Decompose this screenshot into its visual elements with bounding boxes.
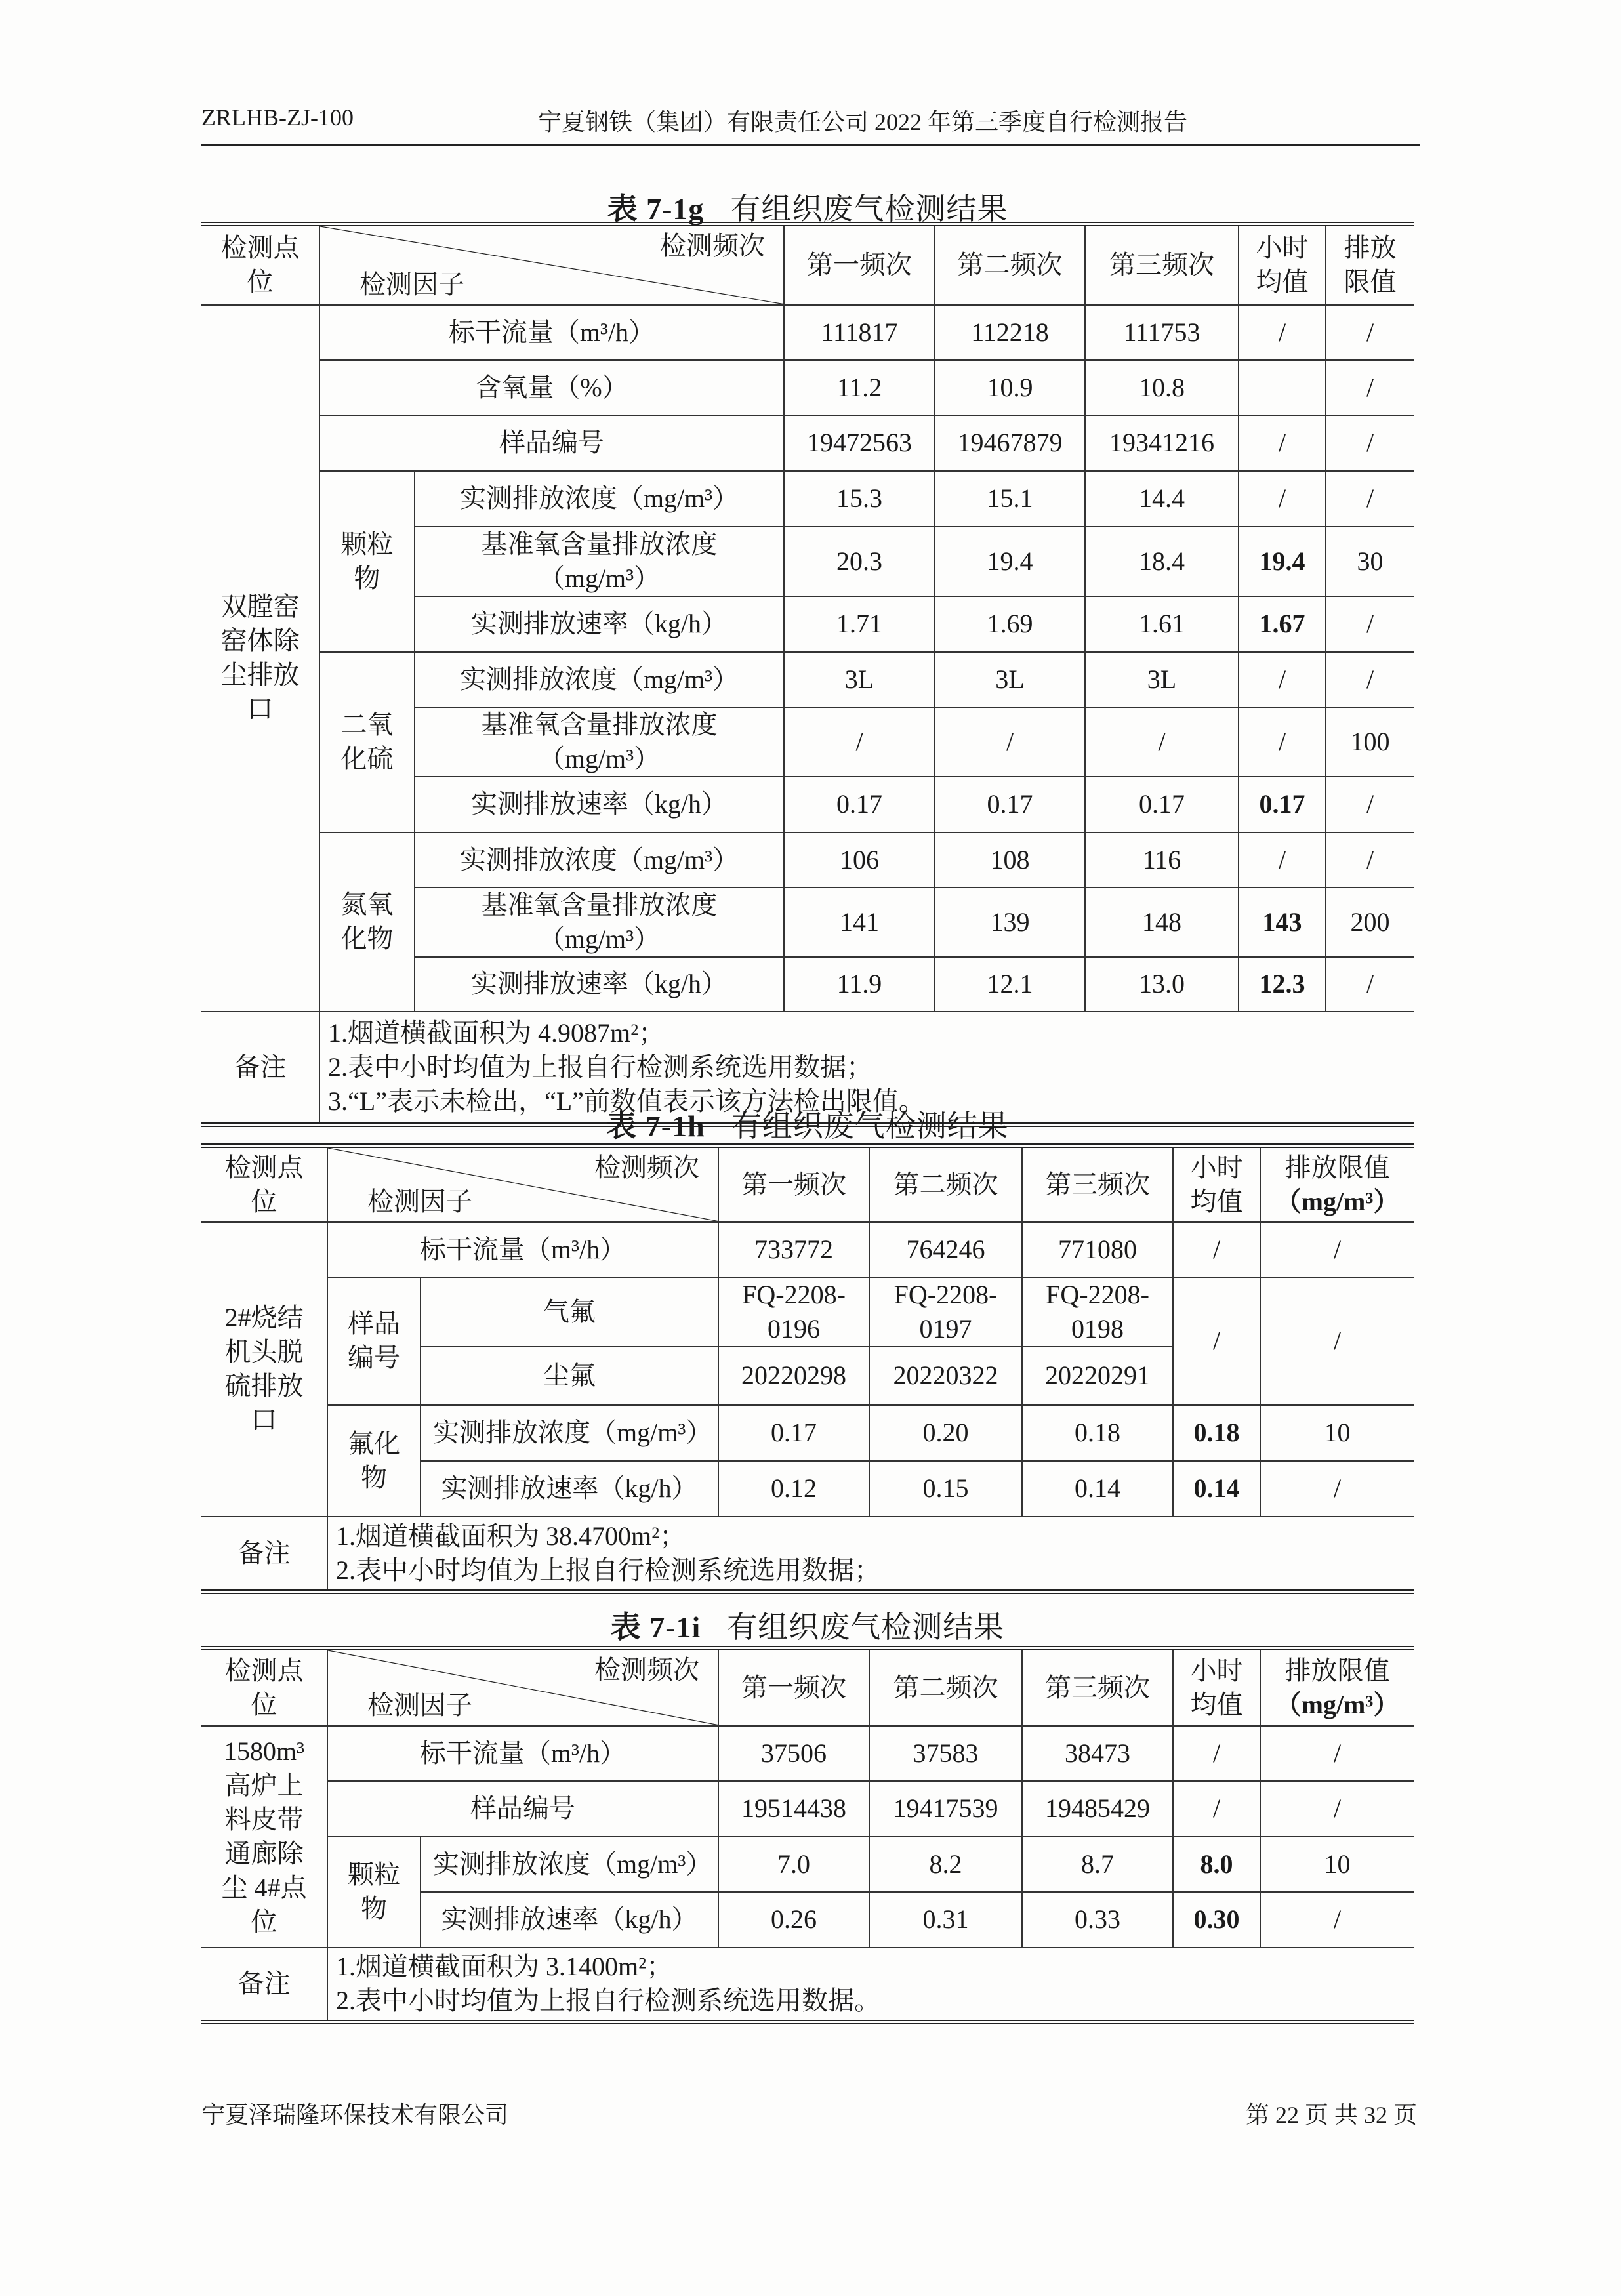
value-cell: 3L	[935, 652, 1085, 707]
header-limit	[1260, 1649, 1414, 1726]
hourly-value: 143	[1239, 888, 1326, 957]
note-line: 1.烟道横截面积为 4.9087m²；	[328, 1017, 665, 1048]
header-point: 检测点位	[201, 1146, 327, 1222]
table-row	[201, 415, 1414, 471]
factor-group: 颗粒物	[327, 1837, 421, 1948]
value-cell: FQ-2208-0196	[718, 1277, 869, 1347]
note-line: 1.烟道横截面积为 3.1400m²；	[336, 1952, 673, 1982]
header-factor: 检测因子	[367, 1186, 472, 1216]
table-name: 有组织废气检测结果	[727, 1610, 1005, 1644]
factor-group: 氮氧化物	[319, 832, 415, 1012]
limit-value: /	[1326, 652, 1414, 707]
hourly-value: /	[1239, 652, 1326, 707]
factor-name: 实测排放浓度（mg/m³）	[415, 471, 784, 527]
header-col: 第一频次	[718, 1146, 869, 1222]
value-cell: /	[784, 707, 935, 777]
factor-name: 气氟	[421, 1277, 718, 1347]
value-cell: 0.17	[1085, 777, 1239, 832]
value-cell: 0.17	[718, 1405, 869, 1461]
document-title: 宁夏钢铁（集团）有限责任公司 2022 年第三季度自行检测报告	[538, 109, 1188, 135]
factor-name: 样品编号	[319, 415, 784, 471]
value-cell: 1.69	[935, 596, 1085, 652]
notes-row	[201, 1948, 1414, 2022]
limit-value: /	[1260, 1892, 1414, 1948]
factor-name: 实测排放浓度（mg/m³）	[421, 1837, 718, 1892]
notes-content	[327, 1517, 1414, 1592]
header-limit-label: 排放限值	[1344, 233, 1397, 297]
factor-group: 样品编号	[327, 1277, 421, 1405]
factor-name: 基准氧含量排放浓度（mg/m³）	[415, 888, 784, 957]
header-hourly: 小时均值	[1239, 224, 1326, 305]
value-cell: 112218	[935, 305, 1085, 360]
hourly-value: /	[1239, 832, 1326, 888]
header-limit	[1326, 224, 1414, 305]
value-cell: /	[1085, 707, 1239, 777]
value-cell: 19467879	[935, 415, 1085, 471]
footer-company: 宁夏泽瑞隆环保技术有限公司	[201, 2102, 509, 2128]
value-cell: 0.14	[1022, 1461, 1173, 1517]
header-limit-label: 排放限值	[1284, 1152, 1390, 1182]
value-cell: 0.15	[869, 1461, 1022, 1517]
table-name: 有组织废气检测结果	[731, 1109, 1009, 1143]
hourly-value: 0.18	[1173, 1405, 1260, 1461]
value-cell: 0.31	[869, 1892, 1022, 1948]
table-row	[201, 1222, 1414, 1277]
value-cell: 733772	[718, 1222, 869, 1277]
limit-value: /	[1326, 471, 1414, 527]
header-diagonal	[327, 1146, 718, 1222]
value-cell: FQ-2208-0198	[1022, 1277, 1173, 1347]
value-cell: 148	[1085, 888, 1239, 957]
hourly-value: /	[1173, 1726, 1260, 1781]
header-hourly: 小时均值	[1173, 1146, 1260, 1222]
point-name: 2#烧结机头脱硫排放口	[201, 1222, 327, 1517]
limit-value: 30	[1326, 527, 1414, 596]
limit-value: 200	[1326, 888, 1414, 957]
notes-label: 备注	[201, 1948, 327, 2022]
hourly-value: 0.17	[1239, 777, 1326, 832]
document-code: ZRLHB-ZJ-100	[201, 104, 354, 131]
hourly-value: 1.67	[1239, 596, 1326, 652]
limit-value: /	[1260, 1461, 1414, 1517]
table-row	[201, 1405, 1414, 1461]
factor-name: 含氧量（%）	[319, 360, 784, 415]
page-number: 第 22 页 共 32 页	[1245, 2102, 1417, 2128]
header-factor: 检测因子	[359, 269, 464, 299]
factor-name: 标干流量（m³/h）	[319, 305, 784, 360]
table-row	[201, 652, 1414, 707]
table-row	[201, 1837, 1414, 1892]
value-cell: 0.18	[1022, 1405, 1173, 1461]
factor-name: 实测排放浓度（mg/m³）	[415, 832, 784, 888]
value-cell: 11.9	[784, 957, 935, 1012]
table-row	[201, 1781, 1414, 1837]
value-cell: 8.7	[1022, 1837, 1173, 1892]
value-cell: 19485429	[1022, 1781, 1173, 1837]
header-divider	[201, 144, 1420, 146]
header-limit-unit: （mg/m³）	[1275, 1186, 1400, 1216]
header-hourly: 小时均值	[1173, 1649, 1260, 1726]
factor-name: 尘氟	[421, 1347, 718, 1405]
hourly-value: 12.3	[1239, 957, 1326, 1012]
hourly-value: 0.14	[1173, 1461, 1260, 1517]
hourly-value	[1239, 360, 1326, 415]
value-cell: 0.26	[718, 1892, 869, 1948]
header-col: 第三频次	[1022, 1146, 1173, 1222]
value-cell: 0.17	[935, 777, 1085, 832]
header-col: 第二频次	[869, 1649, 1022, 1726]
table-title	[201, 1102, 1414, 1145]
value-cell: 14.4	[1085, 471, 1239, 527]
limit-value: /	[1260, 1726, 1414, 1781]
factor-name: 实测排放速率（kg/h）	[415, 957, 784, 1012]
value-cell: 19341216	[1085, 415, 1239, 471]
value-cell: 19514438	[718, 1781, 869, 1837]
factor-group: 氟化物	[327, 1405, 421, 1517]
limit-value: /	[1326, 305, 1414, 360]
header-point: 检测点位	[201, 1649, 327, 1726]
note-line: 3.“L”表示未检出，“L”前数值表示该方法检出限值。	[328, 1086, 925, 1116]
factor-name: 样品编号	[327, 1781, 718, 1837]
header-diagonal	[319, 224, 784, 305]
limit-value: /	[1326, 957, 1414, 1012]
value-cell: 0.20	[869, 1405, 1022, 1461]
value-cell: 7.0	[718, 1837, 869, 1892]
value-cell: 111817	[784, 305, 935, 360]
table-label: 表 7-1i	[610, 1610, 701, 1644]
limit-value: 10	[1260, 1837, 1414, 1892]
header-limit	[1260, 1146, 1414, 1222]
value-cell: 116	[1085, 832, 1239, 888]
value-cell: 111753	[1085, 305, 1239, 360]
header-row	[201, 1649, 1414, 1726]
note-line: 1.烟道横截面积为 38.4700m²；	[336, 1521, 686, 1551]
value-cell: 764246	[869, 1222, 1022, 1277]
header-freq: 检测频次	[594, 1153, 699, 1182]
hourly-value: /	[1173, 1222, 1260, 1277]
hourly-value: /	[1239, 415, 1326, 471]
factor-group: 颗粒物	[319, 471, 415, 652]
header-col: 第三频次	[1085, 224, 1239, 305]
notes-label: 备注	[201, 1012, 319, 1125]
limit-value: /	[1260, 1222, 1414, 1277]
value-cell: 13.0	[1085, 957, 1239, 1012]
hourly-value: /	[1173, 1781, 1260, 1837]
factor-name: 基准氧含量排放浓度（mg/m³）	[415, 707, 784, 777]
value-cell: /	[935, 707, 1085, 777]
value-cell: 15.3	[784, 471, 935, 527]
header-diagonal	[327, 1649, 718, 1726]
hourly-value: /	[1173, 1277, 1260, 1405]
value-cell: 19417539	[869, 1781, 1022, 1837]
limit-value: /	[1326, 832, 1414, 888]
value-cell: 37583	[869, 1726, 1022, 1781]
value-cell: 12.1	[935, 957, 1085, 1012]
value-cell: 8.2	[869, 1837, 1022, 1892]
notes-content	[327, 1948, 1414, 2022]
value-cell: FQ-2208-0197	[869, 1277, 1022, 1347]
value-cell: 3L	[784, 652, 935, 707]
table-row	[201, 360, 1414, 415]
note-line: 2.表中小时均值为上报自行检测系统选用数据；	[336, 1555, 880, 1585]
limit-value: /	[1326, 777, 1414, 832]
value-cell: 0.12	[718, 1461, 869, 1517]
limit-value: /	[1326, 415, 1414, 471]
hourly-value: 19.4	[1239, 527, 1326, 596]
value-cell: 108	[935, 832, 1085, 888]
limit-value: /	[1260, 1277, 1414, 1405]
value-cell: 20.3	[784, 527, 935, 596]
hourly-value: /	[1239, 707, 1326, 777]
limit-value: 100	[1326, 707, 1414, 777]
factor-name: 实测排放浓度（mg/m³）	[415, 652, 784, 707]
limit-value: /	[1326, 360, 1414, 415]
value-cell: 139	[935, 888, 1085, 957]
note-line: 2.表中小时均值为上报自行检测系统选用数据。	[336, 1986, 880, 2016]
header-col: 第二频次	[869, 1146, 1022, 1222]
table-row	[201, 1277, 1414, 1347]
factor-name: 标干流量（m³/h）	[327, 1726, 718, 1781]
value-cell: 19.4	[935, 527, 1085, 596]
table-row	[201, 471, 1414, 527]
results-table	[201, 1143, 1414, 1594]
hourly-value: /	[1239, 471, 1326, 527]
table-row	[201, 832, 1414, 888]
factor-group: 二氧化硫	[319, 652, 415, 832]
limit-value: 10	[1260, 1405, 1414, 1461]
notes-label: 备注	[201, 1517, 327, 1592]
factor-name: 实测排放速率（kg/h）	[421, 1461, 718, 1517]
value-cell: 20220322	[869, 1347, 1022, 1405]
value-cell: 106	[784, 832, 935, 888]
factor-name: 基准氧含量排放浓度（mg/m³）	[415, 527, 784, 596]
table-row	[201, 1726, 1414, 1781]
value-cell: 38473	[1022, 1726, 1173, 1781]
value-cell: 20220291	[1022, 1347, 1173, 1405]
hourly-value: /	[1239, 305, 1326, 360]
header-col: 第三频次	[1022, 1649, 1173, 1726]
table-label: 表 7-1g	[607, 192, 705, 226]
header-col: 第二频次	[935, 224, 1085, 305]
factor-name: 实测排放浓度（mg/m³）	[421, 1405, 718, 1461]
limit-value: /	[1326, 596, 1414, 652]
table-row	[201, 305, 1414, 360]
header-point: 检测点位	[201, 224, 319, 305]
hourly-value: 8.0	[1173, 1837, 1260, 1892]
point-name: 1580m³高炉上料皮带通廊除尘 4#点位	[201, 1726, 327, 1948]
value-cell: 19472563	[784, 415, 935, 471]
header-row	[201, 224, 1414, 305]
value-cell: 771080	[1022, 1222, 1173, 1277]
value-cell: 141	[784, 888, 935, 957]
factor-name: 实测排放速率（kg/h）	[421, 1892, 718, 1948]
note-line: 2.表中小时均值为上报自行检测系统选用数据；	[328, 1052, 872, 1082]
factor-name: 标干流量（m³/h）	[327, 1222, 718, 1277]
hourly-value: 0.30	[1173, 1892, 1260, 1948]
results-table	[201, 222, 1414, 1127]
value-cell: 1.71	[784, 596, 935, 652]
point-name: 双膛窑窑体除尘排放口	[201, 305, 319, 1012]
limit-value: /	[1260, 1781, 1414, 1837]
value-cell: 3L	[1085, 652, 1239, 707]
value-cell: 20220298	[718, 1347, 869, 1405]
header-limit-label: 排放限值	[1284, 1655, 1390, 1685]
value-cell: 10.9	[935, 360, 1085, 415]
header-factor: 检测因子	[367, 1690, 472, 1720]
table-title	[201, 1603, 1414, 1647]
factor-name: 实测排放速率（kg/h）	[415, 777, 784, 832]
value-cell: 37506	[718, 1726, 869, 1781]
header-limit-unit: （mg/m³）	[1275, 1689, 1400, 1719]
value-cell: 18.4	[1085, 527, 1239, 596]
header-col: 第一频次	[718, 1649, 869, 1726]
value-cell: 10.8	[1085, 360, 1239, 415]
value-cell: 1.61	[1085, 596, 1239, 652]
notes-row	[201, 1517, 1414, 1592]
value-cell: 15.1	[935, 471, 1085, 527]
results-table	[201, 1646, 1414, 2024]
value-cell: 0.33	[1022, 1892, 1173, 1948]
header-freq: 检测频次	[594, 1655, 699, 1685]
header-col: 第一频次	[784, 224, 935, 305]
table-name: 有组织废气检测结果	[730, 192, 1008, 226]
factor-name: 实测排放速率（kg/h）	[415, 596, 784, 652]
header-row	[201, 1146, 1414, 1222]
table-label: 表 7-1h	[606, 1109, 705, 1143]
value-cell: 11.2	[784, 360, 935, 415]
header-freq: 检测频次	[660, 231, 765, 260]
value-cell: 0.17	[784, 777, 935, 832]
